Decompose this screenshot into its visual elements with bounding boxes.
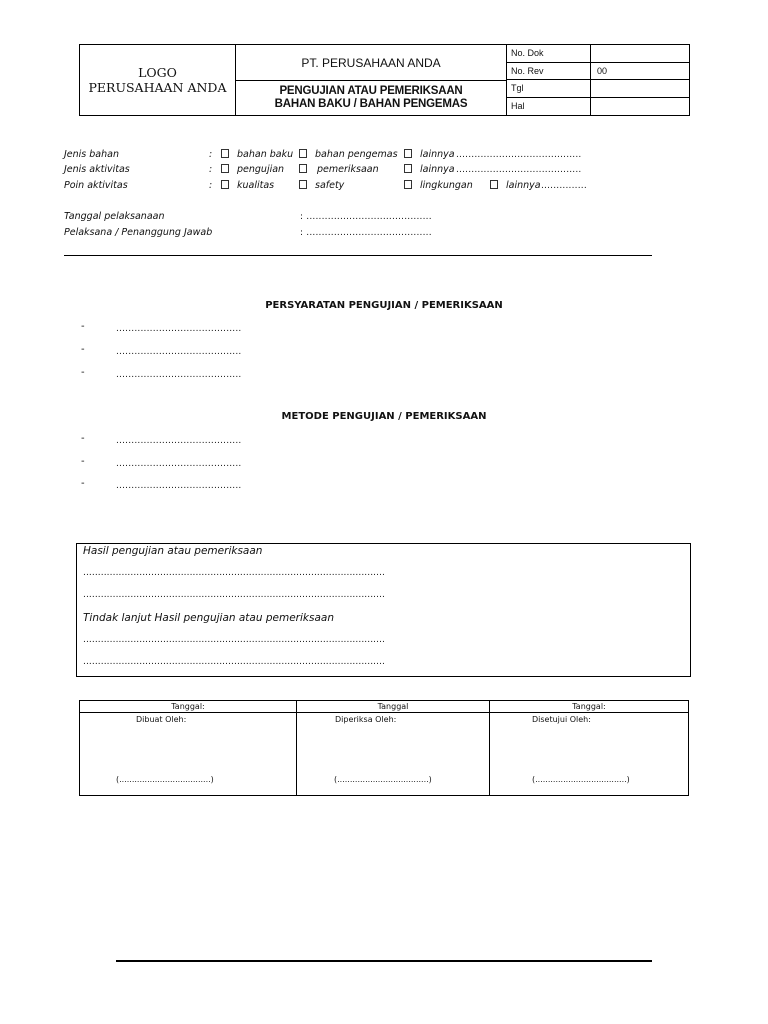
colon: : <box>209 164 213 175</box>
meta-row-tgl <box>507 80 689 98</box>
metode-title: METODE PENGUJIAN / PEMERIKSAAN <box>281 411 487 422</box>
lainnya-poin-fill[interactable]: ............... <box>541 181 587 191</box>
bullet: - <box>81 367 85 378</box>
metode-item[interactable]: ......................................... <box>116 459 242 469</box>
signature-date-label[interactable]: Tanggal: <box>80 701 296 713</box>
title-line1: PENGUJIAN ATAU PEMERIKSAAN <box>279 85 463 97</box>
hasil-box <box>76 543 691 677</box>
bullet: - <box>81 344 85 355</box>
hasil-line[interactable]: ...................................................................................................... <box>83 590 386 600</box>
signature-col-disetujui <box>489 701 688 795</box>
meta-row-no-rev <box>507 63 689 81</box>
checkbox-icon[interactable] <box>221 180 229 189</box>
lainnya-bahan-fill[interactable]: ......................................... <box>456 150 582 160</box>
option-safety[interactable]: safety <box>299 180 344 191</box>
signature-role: Disetujui Oleh: <box>532 715 591 724</box>
signature-name[interactable]: (....................................) <box>334 775 432 784</box>
title-line2: BAHAN BAKU / BAHAN PENGEMAS <box>274 98 468 110</box>
pelaksana-fill[interactable]: : ......................................... <box>300 228 432 238</box>
persyaratan-item[interactable]: ......................................... <box>116 347 242 357</box>
checkbox-icon[interactable] <box>299 164 307 173</box>
signature-col-diperiksa <box>296 701 489 795</box>
meta-value[interactable]: 00 <box>597 65 608 76</box>
signature-table <box>79 700 689 796</box>
footer-line <box>116 960 652 962</box>
option-pengujian[interactable]: pengujian <box>221 164 284 175</box>
tindak-lanjut-line[interactable]: ...................................................................................................... <box>83 635 386 645</box>
jenis-bahan-label: Jenis bahan <box>64 149 119 160</box>
option-kualitas[interactable]: kualitas <box>221 180 274 191</box>
persyaratan-title: PERSYARATAN PENGUJIAN / PEMERIKSAAN <box>265 300 503 311</box>
meta-value[interactable] <box>591 98 689 116</box>
checkbox-icon[interactable] <box>299 180 307 189</box>
logo-cell <box>80 45 236 115</box>
meta-key: Tgl <box>507 80 591 97</box>
signature-date-label[interactable]: Tanggal: <box>490 701 688 713</box>
meta-value[interactable] <box>591 80 689 97</box>
bullet: - <box>81 456 85 467</box>
tindak-lanjut-line[interactable]: ...................................................................................................... <box>83 657 386 667</box>
option-lainnya-poin[interactable]: lainnya <box>490 180 541 191</box>
hasil-title: Hasil pengujian atau pemeriksaan <box>83 545 263 557</box>
hasil-line[interactable]: ...................................................................................................... <box>83 568 386 578</box>
option-lingkungan[interactable]: lingkungan <box>404 180 473 191</box>
colon: : <box>209 180 213 191</box>
checkbox-icon[interactable] <box>404 164 412 173</box>
tindak-lanjut-title: Tindak lanjut Hasil pengujian atau pemeriksaan <box>83 612 334 624</box>
pelaksana-label: Pelaksana / Penanggung Jawab <box>64 227 213 238</box>
checkbox-icon[interactable] <box>221 149 229 158</box>
logo-line1: LOGO <box>138 65 177 80</box>
checkbox-icon[interactable] <box>404 180 412 189</box>
persyaratan-item[interactable]: ......................................... <box>116 370 242 380</box>
option-bahan-baku[interactable]: bahan baku <box>221 149 293 160</box>
bullet: - <box>81 433 85 444</box>
bullet: - <box>81 321 85 332</box>
metode-item[interactable]: ......................................... <box>116 436 242 446</box>
logo-line2: PERUSAHAAN ANDA <box>88 80 227 95</box>
meta-key: No. Dok <box>507 45 591 62</box>
meta-key: No. Rev <box>507 63 591 80</box>
meta-key: Hal <box>507 98 591 116</box>
option-bahan-pengemas[interactable]: bahan pengemas <box>299 149 398 160</box>
persyaratan-item[interactable]: ......................................... <box>116 324 242 334</box>
lainnya-aktivitas-fill[interactable]: ......................................... <box>456 165 582 175</box>
checkbox-icon[interactable] <box>299 149 307 158</box>
signature-name[interactable]: (....................................) <box>532 775 630 784</box>
jenis-aktivitas-label: Jenis aktivitas <box>64 164 130 175</box>
header-table <box>79 44 690 116</box>
bullet: - <box>81 478 85 489</box>
signature-role: Diperiksa Oleh: <box>335 715 397 724</box>
tanggal-label: Tanggal pelaksanaan <box>64 211 165 222</box>
meta-value[interactable] <box>591 45 689 62</box>
option-lainnya-bahan[interactable]: lainnya <box>404 149 455 160</box>
document-title <box>236 81 506 115</box>
checkbox-icon[interactable] <box>221 164 229 173</box>
tanggal-fill[interactable]: : ......................................... <box>300 212 432 222</box>
meta-row-hal <box>507 98 689 116</box>
divider <box>64 255 652 256</box>
meta-row-no-dok <box>507 45 689 63</box>
colon: : <box>209 149 213 160</box>
company-name: PT. PERUSAHAAN ANDA <box>236 45 506 81</box>
signature-role: Dibuat Oleh: <box>136 715 187 724</box>
checkbox-icon[interactable] <box>490 180 498 189</box>
option-pemeriksaan[interactable]: pemeriksaan <box>299 164 379 175</box>
signature-col-dibuat <box>80 701 296 795</box>
poin-aktivitas-label: Poin aktivitas <box>64 180 128 191</box>
signature-name[interactable]: (....................................) <box>116 775 214 784</box>
option-lainnya-aktivitas[interactable]: lainnya <box>404 164 455 175</box>
checkbox-icon[interactable] <box>404 149 412 158</box>
signature-date-label[interactable]: Tanggal <box>297 701 489 713</box>
meta-table <box>507 45 689 115</box>
title-cell <box>236 45 507 115</box>
metode-item[interactable]: ......................................... <box>116 481 242 491</box>
